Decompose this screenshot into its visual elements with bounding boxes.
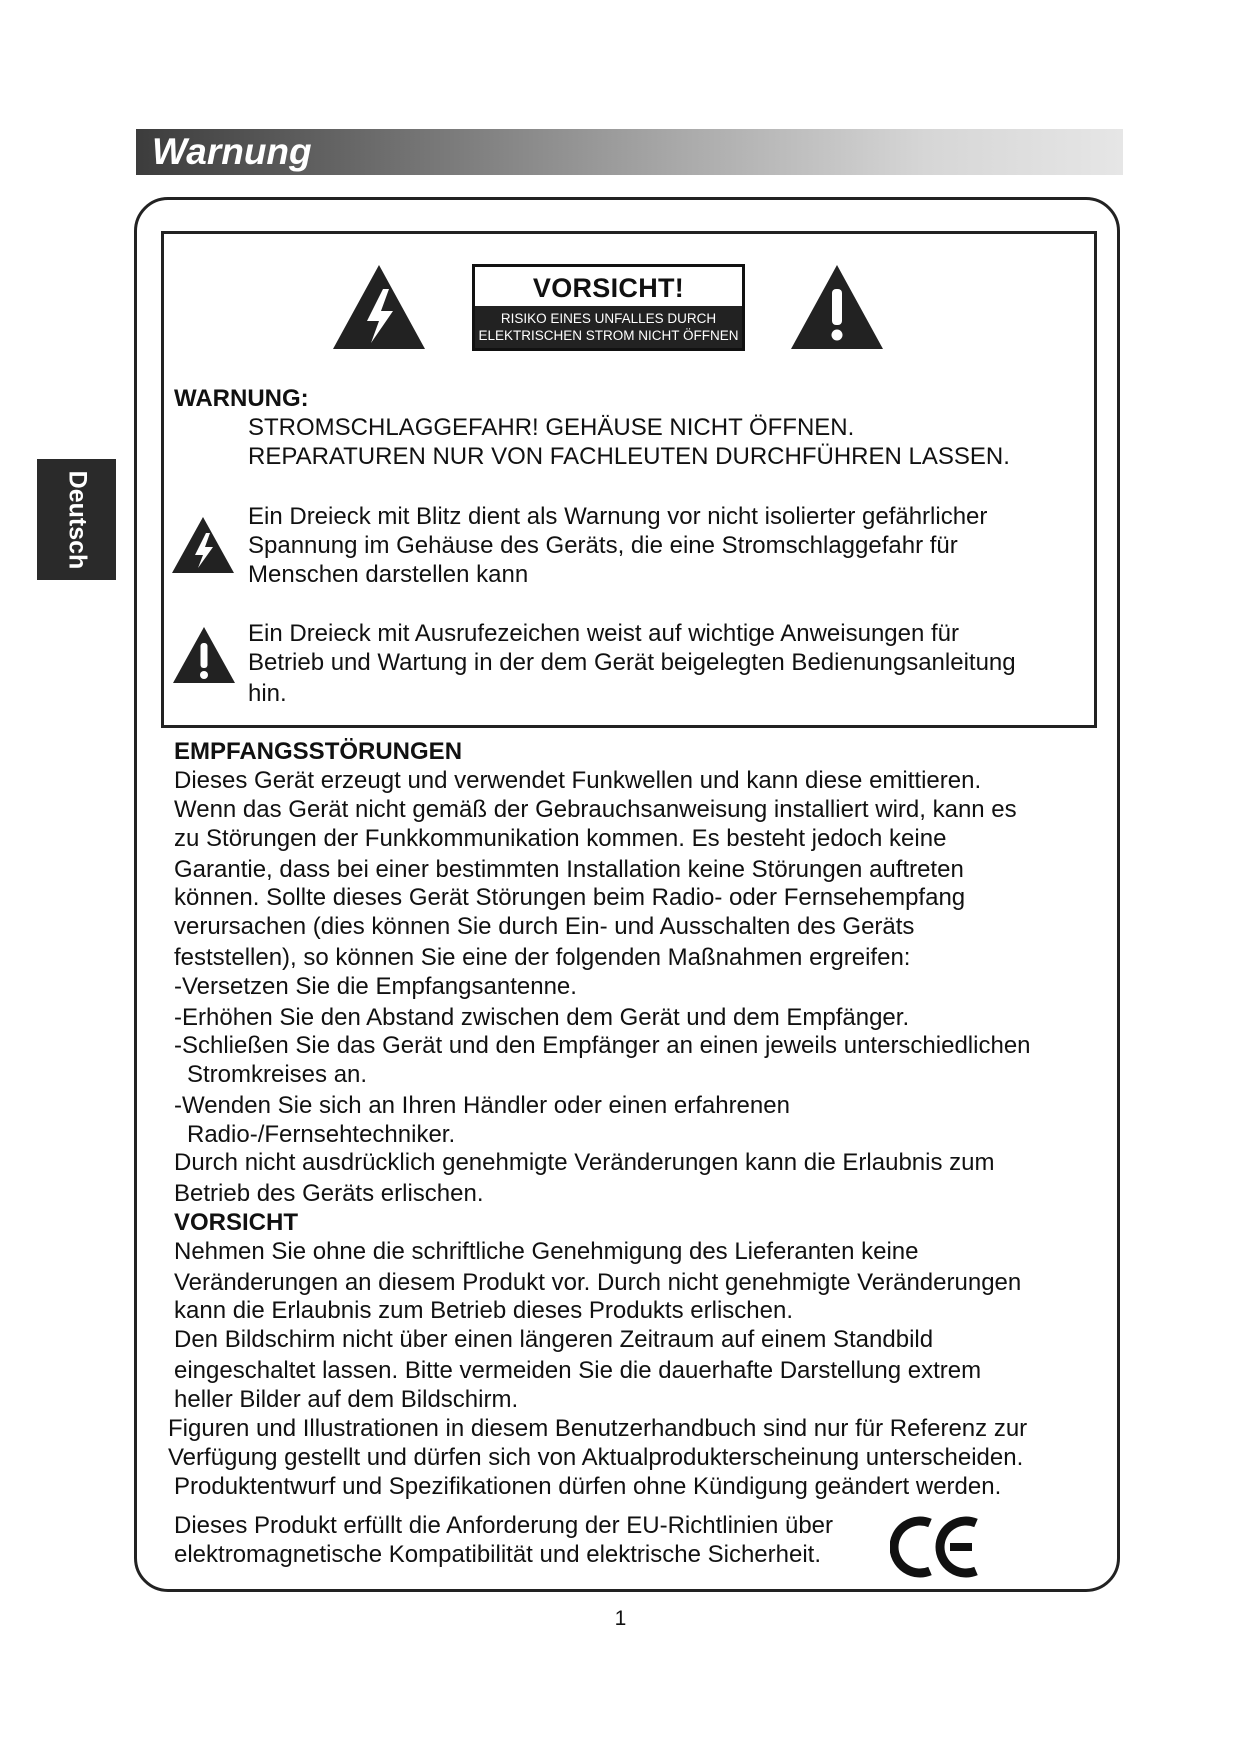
- section-title: Warnung: [152, 131, 312, 172]
- ce-mark-icon: [890, 1515, 980, 1579]
- exclamation-note-line: hin.: [248, 680, 287, 707]
- exclamation-small-icon: [171, 625, 237, 685]
- warning-line: STROMSCHLAGGEFAHR! GEHÄUSE NICHT ÖFFNEN.: [248, 414, 855, 441]
- interference-line: Radio-/Fernsehtechniker.: [187, 1121, 456, 1148]
- lightning-small-icon: [170, 515, 236, 575]
- caution-label-strip: [475, 306, 742, 348]
- interference-line: Durch nicht ausdrücklich genehmigte Veränderungen kann die Erlaubnis zum: [174, 1149, 995, 1176]
- ce-note-line: Dieses Produkt erfüllt die Anforderung der EU-Richtlinien über: [174, 1512, 834, 1539]
- interference-line: Betrieb des Geräts erlischen.: [174, 1180, 484, 1207]
- warning-heading: WARNUNG:: [174, 385, 309, 412]
- interference-line: Garantie, dass bei einer bestimmten Installation keine Störungen auftreten: [174, 856, 964, 883]
- language-tab-label: Deutsch: [63, 470, 91, 569]
- interference-line: -Schließen Sie das Gerät und den Empfänger an einen jeweils unterschiedlichen: [174, 1032, 1031, 1059]
- interference-line: zu Störungen der Funkkommunikation kommen. Es besteht jedoch keine: [174, 825, 947, 852]
- caution-line: eingeschaltet lassen. Bitte vermeiden Sie die dauerhafte Darstellung extrem: [174, 1357, 982, 1384]
- caution-label-line2: ELEKTRISCHEN STROM NICHT ÖFFNEN: [478, 328, 739, 343]
- lightning-note-line: Menschen darstellen kann: [248, 561, 529, 588]
- caution-line: Verfügung gestellt und dürfen sich von Aktualprodukterscheinung unterscheiden.: [168, 1444, 1024, 1471]
- lightning-warning-icon: [331, 263, 427, 351]
- caution-label-line1: RISIKO EINES UNFALLES DURCH: [500, 311, 717, 326]
- warning-line: REPARATUREN NUR VON FACHLEUTEN DURCHFÜHREN LASSEN.: [248, 443, 1010, 470]
- interference-line: Dieses Gerät erzeugt und verwendet Funkwellen und kann diese emittieren.: [174, 767, 982, 794]
- interference-line: verursachen (dies können Sie durch Ein- und Ausschalten des Geräts: [174, 913, 915, 940]
- ce-note-line: elektromagnetische Kompatibilität und elektrische Sicherheit.: [174, 1541, 822, 1568]
- interference-line: -Erhöhen Sie den Abstand zwischen dem Gerät und dem Empfänger.: [174, 1004, 910, 1031]
- interference-line: -Versetzen Sie die Empfangsantenne.: [174, 973, 577, 1000]
- interference-line: -Wenden Sie sich an Ihren Händler oder einen erfahrenen: [174, 1092, 790, 1119]
- caution-line: Nehmen Sie ohne die schriftliche Genehmigung des Lieferanten keine: [174, 1238, 919, 1265]
- caution-line: Veränderungen an diesem Produkt vor. Durch nicht genehmigte Veränderungen: [174, 1269, 1022, 1296]
- interference-line: feststellen), so können Sie eine der folgenden Maßnahmen ergreifen:: [174, 944, 911, 971]
- caution-line: heller Bilder auf dem Bildschirm.: [174, 1386, 519, 1413]
- language-tab: [37, 459, 116, 580]
- caution-line: Produktentwurf und Spezifikationen dürfen ohne Kündigung geändert werden.: [174, 1473, 1002, 1500]
- lightning-note-line: Ein Dreieck mit Blitz dient als Warnung vor nicht isolierter gefährlicher: [248, 503, 988, 530]
- page-number: 1: [614, 1607, 627, 1630]
- caution-line: Den Bildschirm nicht über einen längeren Zeitraum auf einem Standbild: [174, 1326, 934, 1353]
- interference-line: Wenn das Gerät nicht gemäß der Gebrauchsanweisung installiert wird, kann es: [174, 796, 1017, 823]
- exclamation-note-line: Betrieb und Wartung in der dem Gerät beigelegten Bedienungsanleitung: [248, 649, 1016, 676]
- interference-line: Stromkreises an.: [187, 1061, 368, 1088]
- caution-label-title: VORSICHT!: [532, 273, 685, 303]
- caution-line: kann die Erlaubnis zum Betrieb dieses Produkts erlischen.: [174, 1297, 793, 1324]
- caution-line: Figuren und Illustrationen in diesem Benutzerhandbuch sind nur für Referenz zur: [168, 1415, 1028, 1442]
- lightning-note-line: Spannung im Gehäuse des Geräts, die eine Stromschlaggefahr für: [248, 532, 958, 559]
- exclamation-warning-icon: [789, 263, 885, 351]
- interference-heading: EMPFANGSSTÖRUNGEN: [174, 738, 463, 765]
- caution-label: [472, 264, 745, 351]
- caution-heading: VORSICHT: [174, 1209, 299, 1236]
- interference-line: können. Sollte dieses Gerät Störungen beim Radio- oder Fernsehempfang: [174, 884, 966, 911]
- section-header-bar: [136, 129, 1123, 175]
- exclamation-note-line: Ein Dreieck mit Ausrufezeichen weist auf wichtige Anweisungen für: [248, 620, 960, 647]
